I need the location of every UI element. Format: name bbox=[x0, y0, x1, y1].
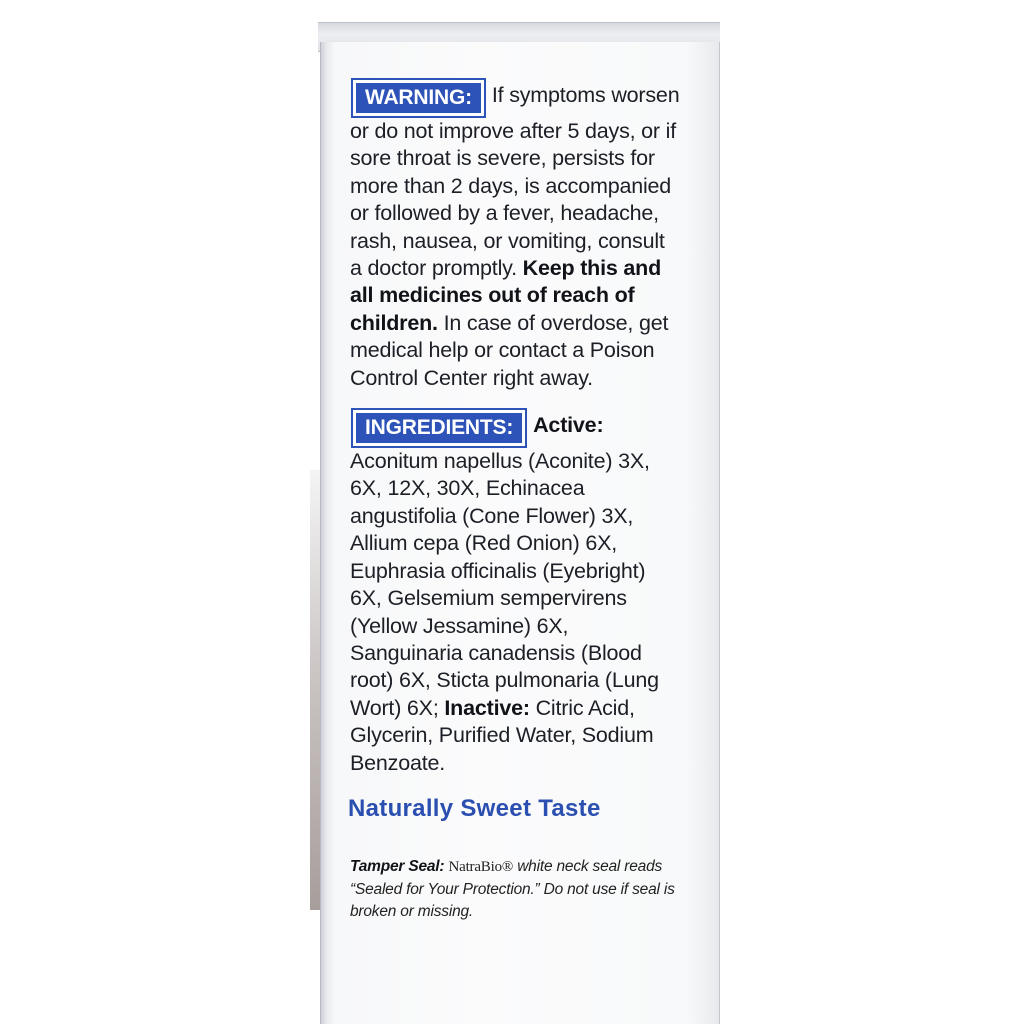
tamper-label: Tamper Seal: bbox=[350, 858, 445, 876]
ingredients-tag: INGREDIENTS: bbox=[353, 410, 525, 446]
warning-text: If symptoms worsen or do not improve after 5 days, or if sore throat is severe, persists for more than 2 days, is accompanied or followed by a fever, headache, rash, nausea, or vomiting, consult a doctor promptly. bbox=[350, 83, 680, 281]
taste-heading: Naturally Sweet Taste bbox=[348, 794, 601, 822]
label-text-panel bbox=[350, 82, 680, 924]
box-side-shadow bbox=[310, 470, 320, 910]
tamper-text: white neck seal reads “Sealed for Your Protection.” Do not use if seal is broken or missing. bbox=[350, 858, 675, 921]
warning-overdose-text: In case of overdose, get medical help or contact a Poison Control Center right away. bbox=[350, 310, 669, 390]
warning-bold-text: Keep this and all medicines out of reach of children. bbox=[350, 256, 662, 335]
inactive-label: Inactive: bbox=[444, 695, 530, 720]
ingredients-section bbox=[350, 412, 680, 777]
active-ingredients-text: Aconitum napellus (Aconite) 3X, 6X, 12X, 30X, Echinacea angustifolia (Cone Flower) 3X, Allium cepa (Red Onion) 6X, Euphrasia officinalis (Eyebright) 6X, Gelsemium sempervirens (Yellow Jessamine) 6X, Sanguinaria canadensis (Blood root) 6X, Sticta pulmonaria (Lung Wort) 6X; bbox=[350, 449, 659, 720]
warning-tag: WARNING: bbox=[353, 80, 484, 116]
brand-name: NatraBio® bbox=[448, 859, 514, 876]
inactive-ingredients-text: Citric Acid, Glycerin, Purified Water, Sodium Benzoate. bbox=[350, 695, 654, 775]
active-label: Active: bbox=[533, 413, 604, 438]
tamper-seal-note bbox=[350, 856, 680, 924]
warning-section bbox=[350, 82, 680, 392]
